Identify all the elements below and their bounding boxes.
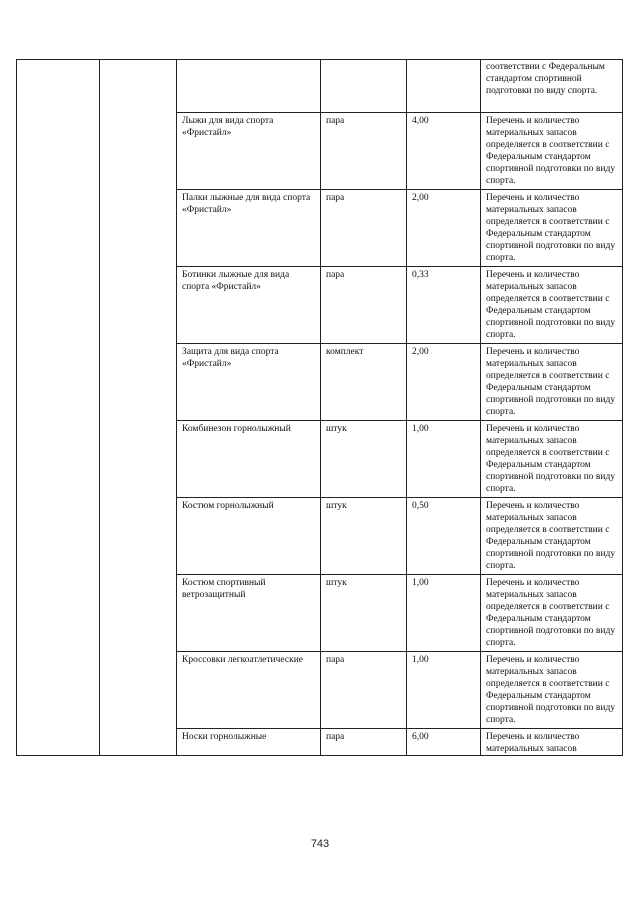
unit-cell: пара xyxy=(321,190,407,267)
note-cell: Перечень и количество материальных запасов определяется в соответствии с Федеральным стандартом спортивной подготовки по виду спорта. xyxy=(481,652,623,729)
item-name-cell: Палки лыжные для вида спорта «Фристайл» xyxy=(177,190,321,267)
unit-cell: штук xyxy=(321,498,407,575)
unit-cell: комплект xyxy=(321,344,407,421)
note-cell: Перечень и количество материальных запасов определяется в соответствии с Федеральным стандартом спортивной подготовки по виду спорта. xyxy=(481,113,623,190)
materials-table xyxy=(16,59,623,756)
item-name-cell: Кроссовки легкоатлетические xyxy=(177,652,321,729)
unit-cell xyxy=(321,60,407,113)
note-cell: Перечень и количество материальных запасов определяется в соответствии с Федеральным стандартом спортивной подготовки по виду спорта. xyxy=(481,575,623,652)
item-name-cell: Защита для вида спорта «Фристайл» xyxy=(177,344,321,421)
qty-cell: 4,00 xyxy=(407,113,481,190)
unit-cell: пара xyxy=(321,652,407,729)
merged-cell-col2 xyxy=(100,60,177,756)
note-cell: Перечень и количество материальных запасов определяется в соответствии с Федеральным стандартом спортивной подготовки по виду спорта. xyxy=(481,344,623,421)
qty-cell: 1,00 xyxy=(407,652,481,729)
item-name-cell: Костюм спортивный ветрозащитный xyxy=(177,575,321,652)
table-row-continued xyxy=(17,60,623,113)
page-number: 743 xyxy=(310,838,330,850)
item-name-cell: Комбинезон горнолыжный xyxy=(177,421,321,498)
note-cell: Перечень и количество материальных запасов определяется в соответствии с Федеральным стандартом спортивной подготовки по виду спорта. xyxy=(481,190,623,267)
unit-cell: пара xyxy=(321,729,407,756)
unit-cell: штук xyxy=(321,421,407,498)
qty-cell: 2,00 xyxy=(407,344,481,421)
item-name-cell: Носки горнолыжные xyxy=(177,729,321,756)
note-cell: Перечень и количество материальных запасов определяется в соответствии с Федеральным стандартом спортивной подготовки по виду спорта. xyxy=(481,498,623,575)
item-name-cell: Лыжи для вида спорта «Фристайл» xyxy=(177,113,321,190)
qty-cell: 0,33 xyxy=(407,267,481,344)
item-name-cell: Костюм горнолыжный xyxy=(177,498,321,575)
item-name-cell: Ботинки лыжные для вида спорта «Фристайл» xyxy=(177,267,321,344)
qty-cell: 2,00 xyxy=(407,190,481,267)
unit-cell: штук xyxy=(321,575,407,652)
qty-cell: 1,00 xyxy=(407,421,481,498)
note-cell: соответствии с Федеральным стандартом спортивной подготовки по виду спорта. xyxy=(481,60,623,113)
note-cell: Перечень и количество материальных запасов определяется в соответствии с Федеральным стандартом спортивной подготовки по виду спорта. xyxy=(481,421,623,498)
merged-cell-col1 xyxy=(17,60,100,756)
qty-cell: 1,00 xyxy=(407,575,481,652)
qty-cell xyxy=(407,60,481,113)
note-cell: Перечень и количество материальных запасов определяется в соответствии с Федеральным стандартом спортивной подготовки по виду спорта. xyxy=(481,267,623,344)
note-cell: Перечень и количество материальных запасов xyxy=(481,729,623,756)
unit-cell: пара xyxy=(321,113,407,190)
item-name-cell xyxy=(177,60,321,113)
unit-cell: пара xyxy=(321,267,407,344)
qty-cell: 0,50 xyxy=(407,498,481,575)
qty-cell: 6,00 xyxy=(407,729,481,756)
